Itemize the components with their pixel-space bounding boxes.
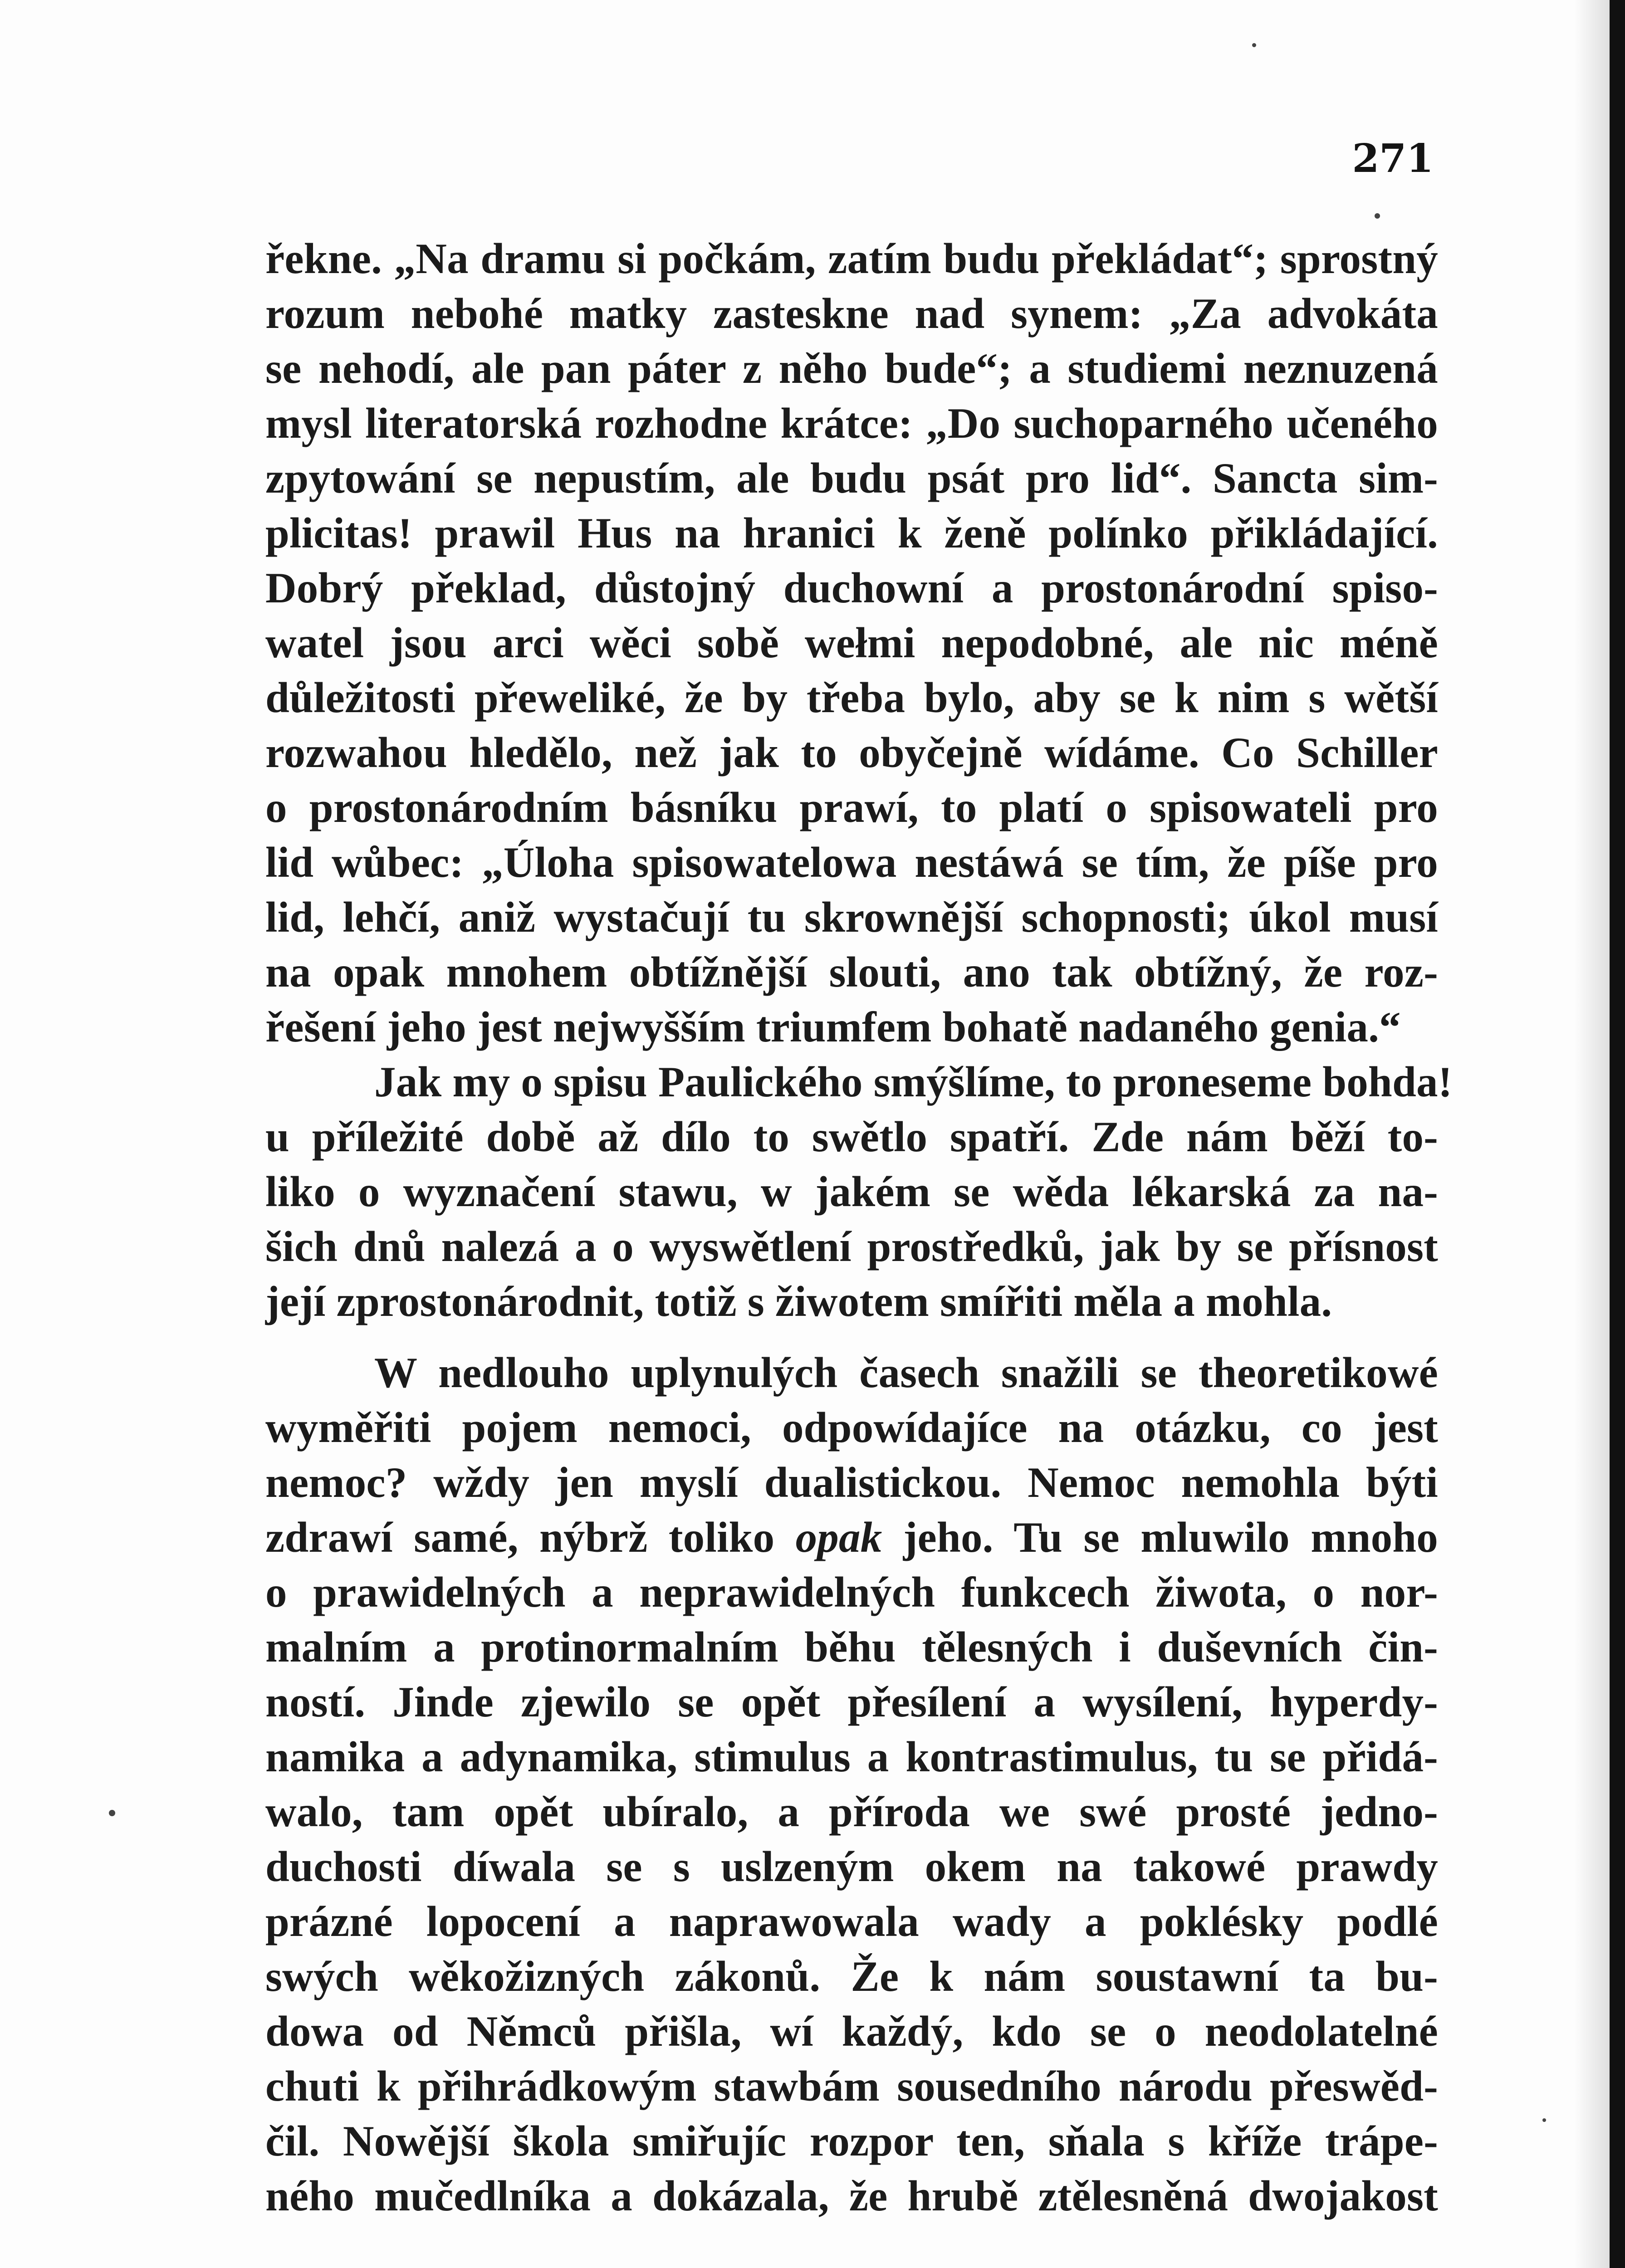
text-line: walo, tam opět ubíralo, a příroda we swé prosté jedno-	[265, 1788, 1438, 1836]
text-line: důležitosti přeweliké, že by třeba bylo, aby se k nim s wětší	[265, 674, 1438, 722]
text-line: zpytowání se nepustím, ale budu psát pro lid“. Sancta sim-	[265, 454, 1438, 502]
body-text	[265, 231, 1453, 2224]
text-line: namika a adynamika, stimulus a kontrastimulus, tu se přidá-	[265, 1733, 1438, 1781]
text-line: mysl literatorská rozhodne krátce: „Do suchoparného učeného	[265, 399, 1438, 447]
text-line: se nehodí, ale pan páter z něho bude“; a studiemi neznuzená	[265, 344, 1438, 392]
ink-speck	[109, 1810, 115, 1816]
page-gutter-shadow	[1574, 0, 1610, 2268]
text-line: rozwahou hledělo, než jak to obyčejně wídáme. Co Schiller	[265, 728, 1438, 777]
scan-dark-edge	[1610, 0, 1625, 2268]
text-line: lid, lehčí, aniž wystačují tu skrownější schopnosti; úkol musí	[265, 893, 1438, 941]
text-line: řekne. „Na dramu si počkám, zatím budu překládat“; sprostný	[265, 235, 1438, 283]
text-line: rozum nebohé matky zasteskne nad synem: „Za advokáta	[265, 289, 1438, 337]
text-line: watel jsou arci wěci sobě wełmi nepodobné, ale nic méně	[265, 619, 1438, 667]
text-line: její zprostonárodnit, totiž s žiwotem smířiti měla a mohla.	[265, 1277, 1332, 1325]
text-run: jeho. Tu se mluwilo mnoho	[882, 1513, 1438, 1561]
text-line: duchosti díwala se s uslzeným okem na takowé prawdy	[265, 1843, 1438, 1891]
text-line: u příležité době až dílo to swětlo spatří. Zde nám běží to-	[265, 1113, 1438, 1161]
text-line: plicitas! prawil Hus na hranici k ženě polínko přikládající.	[265, 509, 1438, 557]
paragraph-gap	[265, 1329, 1438, 1345]
text-line: dowa od Němců přišla, wí každý, kdo se o neodolatelné	[265, 2007, 1438, 2055]
text-line: čil. Nowější škola smiřujíc rozpor ten, sňala s kříže trápe-	[265, 2117, 1438, 2165]
text-line: Dobrý překlad, důstojný duchowní a prostonárodní spiso-	[265, 564, 1438, 612]
text-run: zdrawí samé, nýbrž toliko	[265, 1513, 796, 1561]
text-line: swých wěkožizných zákonů. Že k nám soustawní ta bu-	[265, 1952, 1438, 2000]
text-line: chuti k přihrádkowým stawbám sousedního národu přeswěd-	[265, 2062, 1438, 2110]
text-line: o prostonárodním básníku prawí, to platí o spisowateli pro	[265, 783, 1438, 831]
text-line: řešení jeho jest nejwyšším triumfem bohatě nadaného genia.“	[265, 1003, 1401, 1051]
text-line: o prawidelných a neprawidelných funkcech žiwota, o nor-	[265, 1568, 1438, 1616]
text-line: ností. Jinde zjewilo se opět přesílení a wysílení, hyperdy-	[265, 1678, 1438, 1726]
italic-word: opak	[795, 1513, 882, 1561]
ink-speck	[1542, 2118, 1546, 2122]
text-line: šich dnů nalezá a o wyswětlení prostředků, jak by se přísnost	[265, 1222, 1438, 1271]
text-line: ného mučedlníka a dokázala, že hrubě ztělesněná dwojakost	[265, 2172, 1438, 2220]
text-line: wyměřiti pojem nemoci, odpowídajíce na otázku, co jest	[265, 1403, 1438, 1452]
text-line: lid wůbec: „Úloha spisowatelowa nestáwá se tím, že píše pro	[265, 838, 1438, 886]
text-line: W nedlouho uplynulých časech snažili se theoretikowé	[374, 1349, 1438, 1397]
page-number: 271	[1352, 136, 1434, 181]
text-line	[265, 1510, 1438, 1565]
text-line: nemoc? wždy jen myslí dualistickou. Nemoc nemohla býti	[265, 1458, 1438, 1506]
text-line: malním a protinormalním běhu tělesných i duševních čin-	[265, 1623, 1438, 1671]
ink-speck	[1252, 43, 1256, 47]
text-line: na opak mnohem obtížnější slouti, ano tak obtížný, že roz-	[265, 948, 1438, 996]
text-line: liko o wyznačení stawu, w jakém se wěda lékarská za na-	[265, 1168, 1438, 1216]
text-line: Jak my o spisu Paulického smýšlíme, to proneseme bohda!	[374, 1058, 1453, 1106]
text-line: prázné lopocení a naprawowala wady a poklésky podlé	[265, 1897, 1438, 1945]
ink-speck	[1375, 213, 1380, 219]
